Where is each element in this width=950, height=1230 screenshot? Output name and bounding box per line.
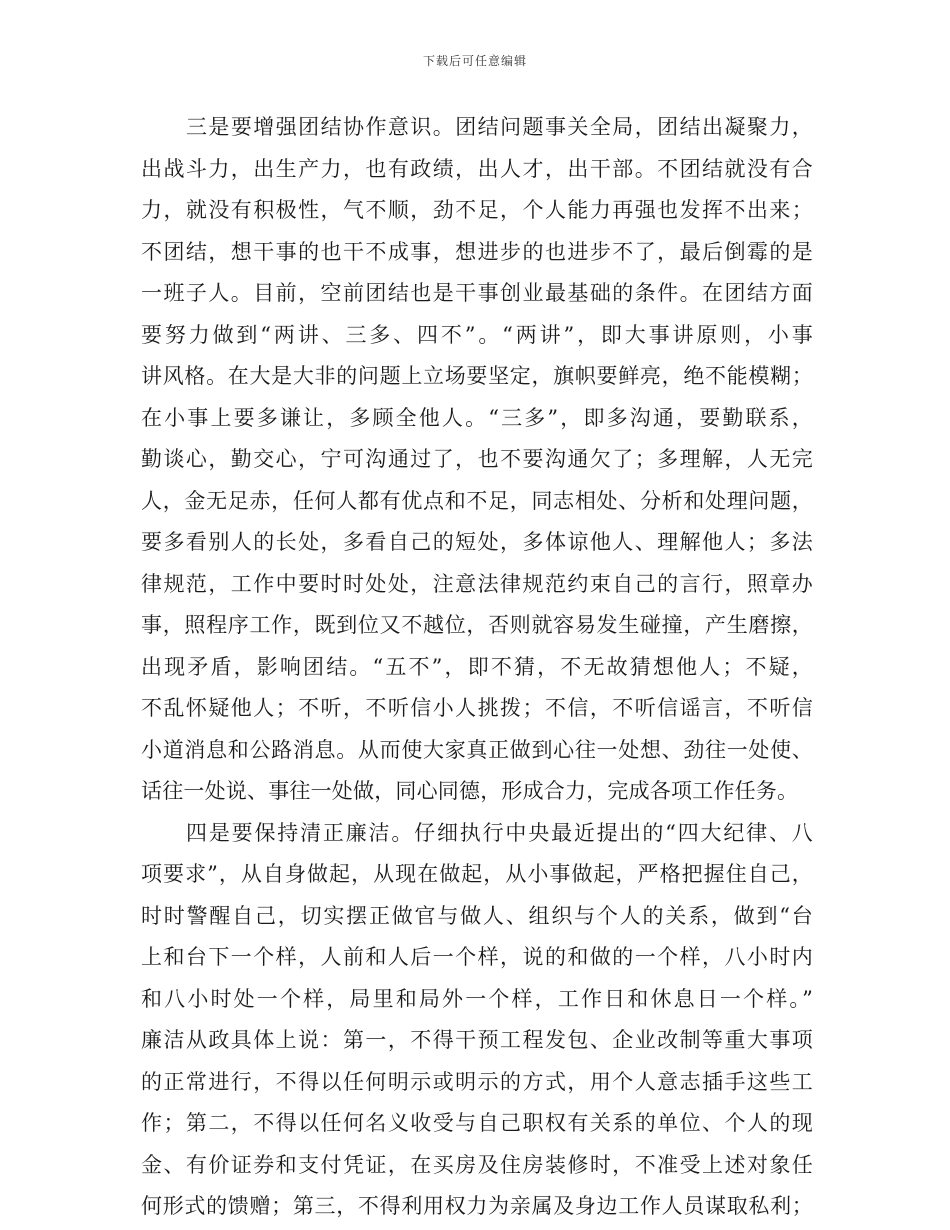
text-line: 讲风格。在大是大非的问题上立场要坚定，旗帜要鲜亮，绝不能模糊；	[141, 364, 813, 388]
text-line: 要多看别人的长处，多看自己的短处，多体谅他人、理解他人；多法	[141, 530, 813, 554]
document-body	[141, 107, 813, 1228]
paragraph-integrity	[141, 813, 813, 1228]
text-line: 的正常进行，不得以任何明示或明示的方式，用个人意志插手这些工	[141, 1069, 813, 1094]
text-line: 出战斗力，出生产力，也有政绩，出人才，出干部。不团结就没有合	[141, 156, 813, 181]
text-line: 人，金无足赤，任何人都有优点和不足，同志相处、分析和处理问题，	[141, 488, 813, 513]
paragraph-unity	[141, 107, 813, 813]
text-line: 三是要增强团结协作意识。团结问题事关全局，团结出凝聚力，	[186, 115, 813, 139]
text-line: 金、有价证券和支付凭证，在买房及住房装修时，不准受上述对象任	[141, 1152, 813, 1177]
text-line: 要努力做到“两讲、三多、四不”。“两讲”，即大事讲原则，小事	[141, 322, 813, 347]
text-line: 和八小时处一个样，局里和局外一个样，工作日和休息日一个样。”	[141, 986, 813, 1011]
text-line: 上和台下一个样，人前和人后一个样，说的和做的一个样，八小时内	[141, 945, 813, 969]
text-line: 力，就没有积极性，气不顺，劲不足，个人能力再强也发挥不出来；	[141, 198, 813, 222]
text-line: 话往一处说、事往一处做，同心同德，形成合力，完成各项工作任务。	[141, 779, 799, 803]
text-line: 在小事上要多谦让，多顾全他人。“三多”，即多沟通，要勤联系，	[141, 405, 813, 430]
text-line: 时时警醒自己，切实摆正做官与做人、组织与个人的关系，做到“台	[141, 903, 813, 928]
text-line: 小道消息和公路消息。从而使大家真正做到心往一处想、劲往一处使、	[141, 737, 813, 762]
text-line: 四是要保持清正廉洁。仔细执行中央最近提出的“四大纪律、八	[186, 820, 813, 845]
text-line: 作；第二，不得以任何名义收受与自己职权有关系的单位、个人的现	[141, 1111, 813, 1135]
text-line: 不团结，想干事的也干不成事，想进步的也进步不了，最后倒霉的是	[141, 239, 813, 264]
text-line: 廉洁从政具体上说：第一，不得干预工程发包、企业改制等重大事项	[141, 1028, 813, 1052]
text-line: 事，照程序工作，既到位又不越位，否则就容易发生碰撞，产生磨擦，	[141, 613, 813, 637]
text-line: 一班子人。目前，空前团结也是干事创业最基础的条件。在团结方面	[141, 281, 813, 305]
text-line: 不乱怀疑他人；不听，不听信小人挑拨；不信，不听信谣言，不听信	[141, 696, 813, 720]
text-line: 项要求”，从自身做起，从现在做起，从小事做起，严格把握住自己，	[141, 862, 813, 886]
text-line: 勤谈心，勤交心，宁可沟通过了，也不要沟通欠了；多理解，人无完	[141, 447, 813, 471]
page-header: 下载后可任意编辑	[422, 54, 527, 68]
text-line: 律规范，工作中要时时处处，注意法律规范约束自己的言行，照章办	[141, 571, 813, 596]
text-line: 出现矛盾，影响团结。“五不”，即不猜，不无故猜想他人；不疑，	[141, 654, 813, 679]
text-line: 何形式的馈赠；第三，不得利用权力为亲属及身边工作人员谋取私利；	[141, 1194, 813, 1218]
